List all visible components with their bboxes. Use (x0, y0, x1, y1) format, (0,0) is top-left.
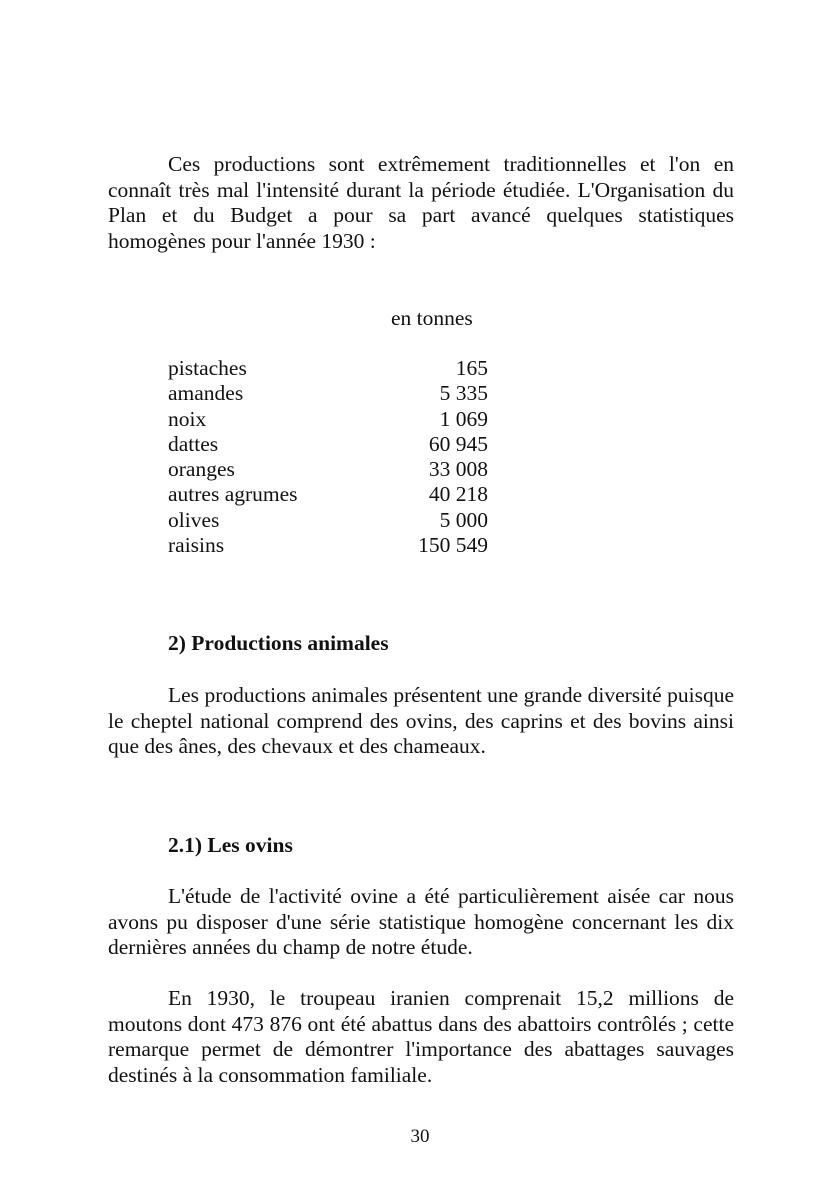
intro-paragraph (108, 152, 734, 254)
table-row (168, 356, 488, 381)
table-row (168, 482, 488, 507)
animal-paragraph (108, 683, 734, 760)
tonnage-value-cell: 5 000 (439, 507, 488, 532)
tonnage-value-cell: 1 069 (439, 406, 488, 431)
section-heading-animal: 2) Productions animales (168, 631, 389, 655)
tonnage-value-cell: 33 008 (428, 457, 488, 482)
ovins-paragraph-2 (108, 986, 734, 1088)
product-name-cell: autres agrumes (168, 482, 298, 507)
tonnage-value-cell: 150 549 (418, 533, 488, 558)
table-row (168, 457, 488, 482)
table-row (168, 533, 488, 558)
production-table-body (168, 356, 488, 558)
intro-paragraph-text: Ces productions sont extrêmement traditionnelles et l'on en connaît très mal l'intensité durant la période étudiée. L'Organisation du Plan et du Budget a pour sa part avancé quelques statistiques homogènes pour l'année 1930 : (108, 152, 734, 253)
table-row (168, 381, 488, 406)
ovins-paragraph-1 (108, 884, 734, 961)
product-name-cell: noix (168, 406, 207, 431)
table-row (168, 432, 488, 457)
product-name-cell: oranges (168, 457, 235, 482)
tonnage-value-cell: 60 945 (428, 431, 488, 456)
product-name-cell: pistaches (168, 356, 247, 380)
product-name-cell: dattes (168, 431, 219, 456)
table-row (168, 407, 488, 432)
product-name-cell: olives (168, 507, 220, 532)
product-name-cell: raisins (168, 533, 225, 558)
page-number: 30 (410, 1126, 430, 1147)
product-name-cell: amandes (168, 381, 244, 406)
ovins-paragraph-2-text: En 1930, le troupeau iranien comprenait 15,2 millions de moutons dont 473 876 ont été abattus dans des abattoirs contrôlés ; cette remarque permet de démontrer l'importance des abattages sauvages destinés à la consommation familiale. (108, 986, 734, 1087)
tonnage-value-cell: 165 (455, 356, 488, 380)
table-row (168, 508, 488, 533)
ovins-paragraph-1-text: L'étude de l'activité ovine a été particulièrement aisée car nous avons pu disposer d'une série statistique homogène concernant les dix dernières années du champ de notre étude. (108, 884, 734, 959)
section-heading-ovins: 2.1) Les ovins (168, 833, 293, 857)
table-unit-label: en tonnes (391, 306, 473, 330)
tonnage-value-cell: 40 218 (428, 482, 488, 507)
animal-paragraph-text: Les productions animales présentent une grande diversité puisque le cheptel national comprend des ovins, des caprins et des bovins ainsi que des ânes, des chevaux et des chameaux. (108, 683, 734, 758)
tonnage-value-cell: 5 335 (439, 381, 488, 406)
production-table (168, 356, 488, 558)
